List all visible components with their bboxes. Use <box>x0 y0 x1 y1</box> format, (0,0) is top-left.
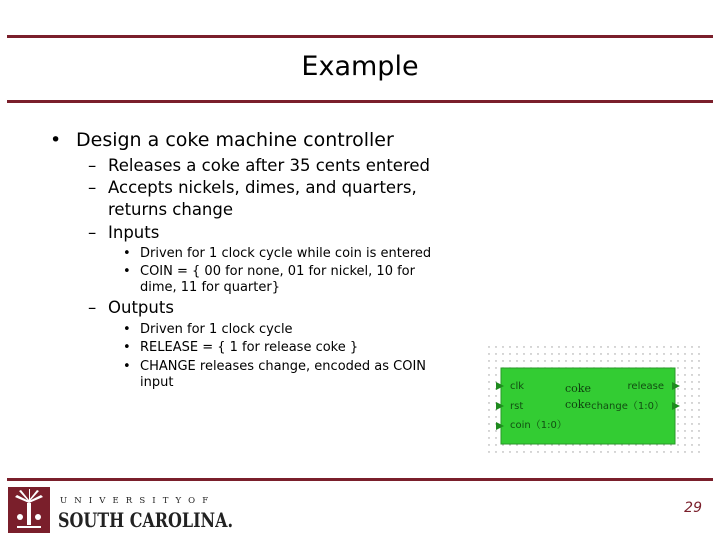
output-item-text: CHANGE releases change, encoded as COIN <box>140 359 427 374</box>
footer-rule <box>7 478 713 481</box>
slide-title: Example <box>301 51 419 82</box>
output-item-text: input <box>140 375 174 390</box>
input-item-text: dime, 11 for quarter} <box>140 280 280 295</box>
port-change: change（1:0） <box>591 401 664 412</box>
output-item-text: Driven for 1 clock cycle <box>140 322 293 337</box>
sub-bullet-text: Inputs <box>108 223 160 242</box>
top-rule <box>7 35 713 38</box>
port-release: release <box>627 381 664 392</box>
input-item-text: Driven for 1 clock cycle while coin is entered <box>140 246 432 261</box>
output-item-text: RELEASE = { 1 for release coke } <box>140 340 359 355</box>
port-rst: rst <box>510 401 524 412</box>
port-clk: clk <box>510 381 525 392</box>
instance-name: coke <box>565 398 591 411</box>
input-item-text: COIN = { 00 for none, 01 for nickel, 10 for <box>140 264 415 279</box>
university-logo <box>8 487 236 533</box>
logo-line-1: U N I V E R S I T Y O F <box>60 496 211 506</box>
symbol-name: coke <box>565 382 591 395</box>
logo-line-2: SOUTH CAROLINA. <box>58 508 233 532</box>
sub-bullet-text: Accepts nickels, dimes, and quarters, <box>108 178 417 197</box>
sub-bullet-text: Outputs <box>108 298 174 317</box>
page-number: 29 <box>684 500 702 516</box>
bullet-main-text: Design a coke machine controller <box>76 129 394 151</box>
port-coin: coin（1:0） <box>510 420 567 431</box>
sub-bullet-text: returns change <box>108 200 234 219</box>
sub-bullet-text: Releases a coke after 35 cents entered <box>108 156 430 175</box>
title-rule <box>7 100 713 103</box>
coke-symbol-diagram <box>488 346 700 458</box>
